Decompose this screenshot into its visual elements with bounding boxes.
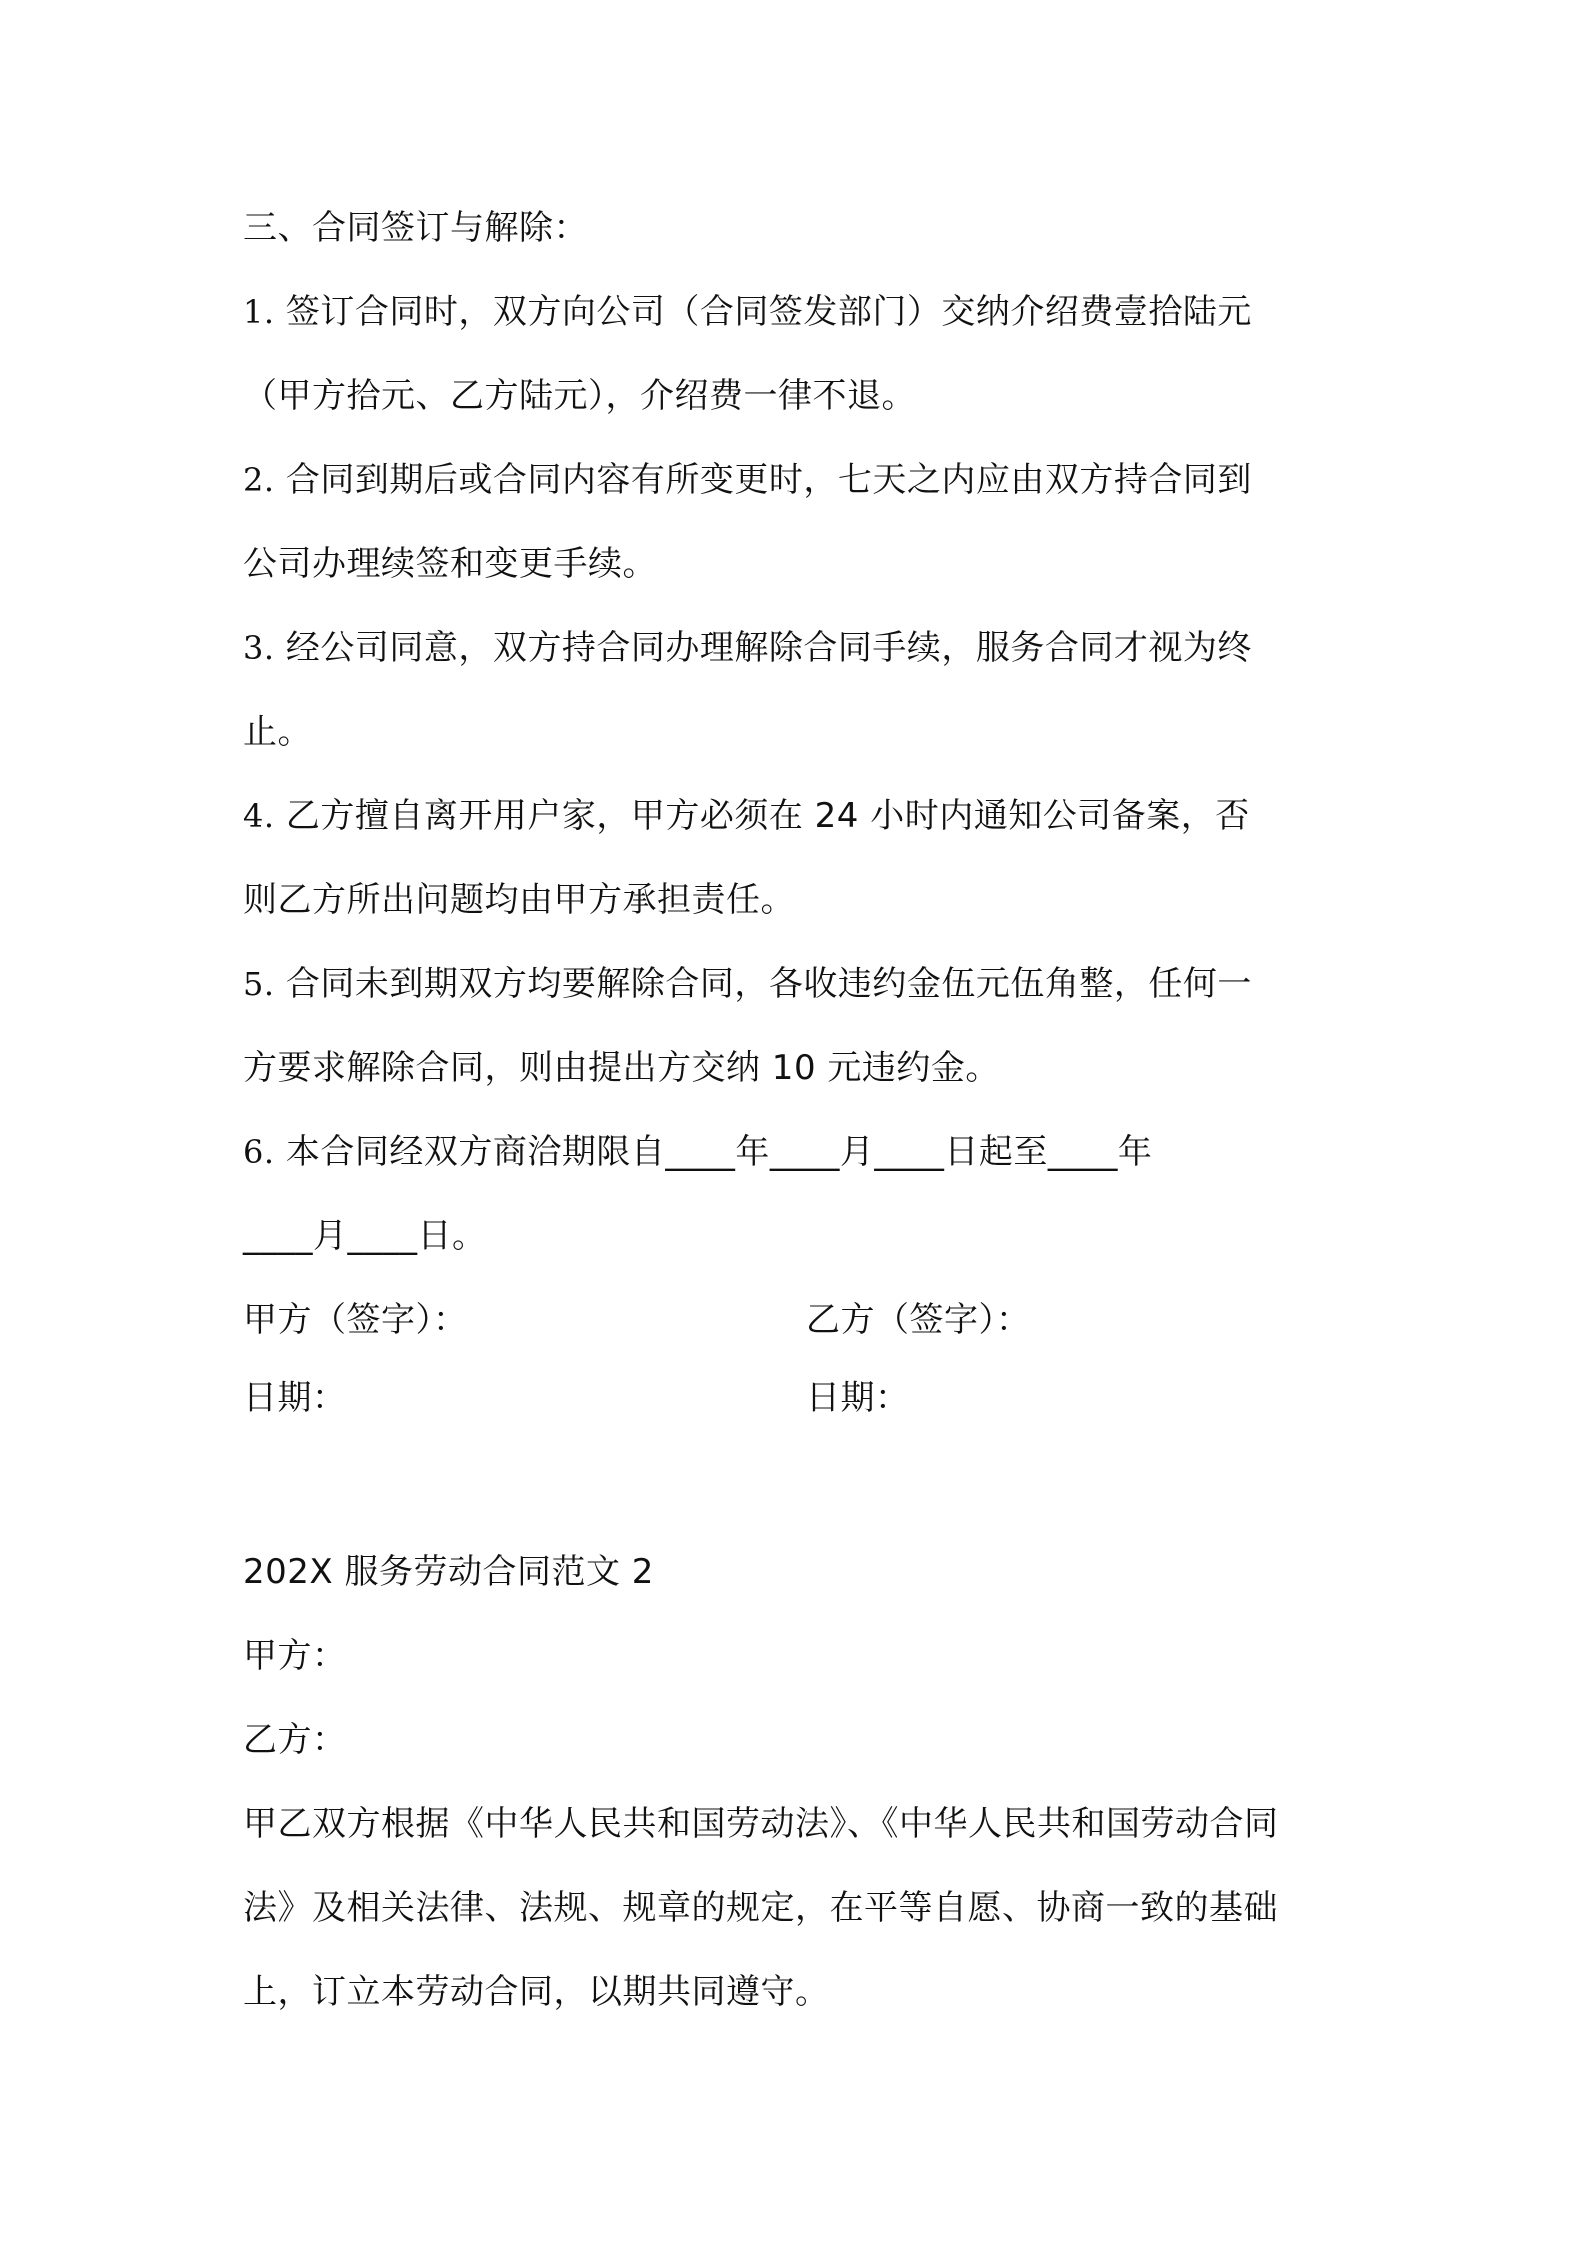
party-a-date-label: 日期： (243, 1378, 347, 1418)
clause-4-number: 4. (243, 797, 275, 835)
clause-3-line-2: 止。 (243, 712, 312, 752)
clause-5-line-2: 方要求解除合同，则由提出方交纳 10 元违约金。 (243, 1048, 1000, 1088)
clause-2-number: 2. (243, 461, 275, 499)
clause-5-text-1: 合同未到期双方均要解除合同，各收违约金伍元伍角整，任何一 (274, 964, 1252, 1004)
clause-6-number: 6. (243, 1133, 275, 1171)
contract-2-intro-line-1: 甲乙双方根据《中华人民共和国劳动法》、《中华人民共和国劳动合同 (243, 1804, 1279, 1844)
party-b-signature-label: 乙方（签字）： (806, 1300, 1031, 1340)
clause-2-line-1 (243, 458, 1252, 502)
contract-2-intro-line-2: 法》及相关法律、法规、规章的规定，在平等自愿、协商一致的基础 (243, 1888, 1278, 1928)
party-b-date-label: 日期： (806, 1378, 910, 1418)
clause-6-line-1 (243, 1130, 1152, 1174)
section-heading: 三、合同签订与解除： (243, 208, 588, 248)
contract-2-party-b: 乙方： (243, 1720, 347, 1760)
clause-4-line-1 (243, 794, 1250, 838)
clause-1-line-1 (243, 290, 1252, 334)
clause-6-line-2: ____月____日。 (243, 1216, 487, 1256)
clause-3-text-1: 经公司同意，双方持合同办理解除合同手续，服务合同才视为终 (274, 628, 1252, 668)
clause-2-text-1: 合同到期后或合同内容有所变更时，七天之内应由双方持合同到 (274, 460, 1252, 500)
clause-6-text-1: 本合同经双方商洽期限自____年____月____日起至____年 (274, 1132, 1153, 1172)
clause-3-number: 3. (243, 629, 275, 667)
party-a-signature-label: 甲方（签字）： (243, 1300, 468, 1340)
clause-3-line-1 (243, 626, 1252, 670)
clause-1-text-1: 签订合同时，双方向公司（合同签发部门）交纳介绍费壹拾陆元 (274, 292, 1252, 332)
contract-2-title: 202X 服务劳动合同范文 2 (243, 1552, 654, 1592)
clause-5-number: 5. (243, 965, 275, 1003)
clause-2-line-2: 公司办理续签和变更手续。 (243, 544, 657, 584)
clause-1-line-2: （甲方拾元、乙方陆元），介绍费一律不退。 (243, 376, 916, 416)
clause-4-text-1: 乙方擅自离开用户家，甲方必须在 24 小时内通知公司备案，否 (274, 796, 1250, 836)
contract-2-party-a: 甲方： (243, 1636, 347, 1676)
contract-2-intro-line-3: 上，订立本劳动合同，以期共同遵守。 (243, 1972, 830, 2012)
clause-5-line-1 (243, 962, 1252, 1006)
clause-4-line-2: 则乙方所出问题均由甲方承担责任。 (243, 880, 795, 920)
clause-1-number: 1. (243, 293, 275, 331)
